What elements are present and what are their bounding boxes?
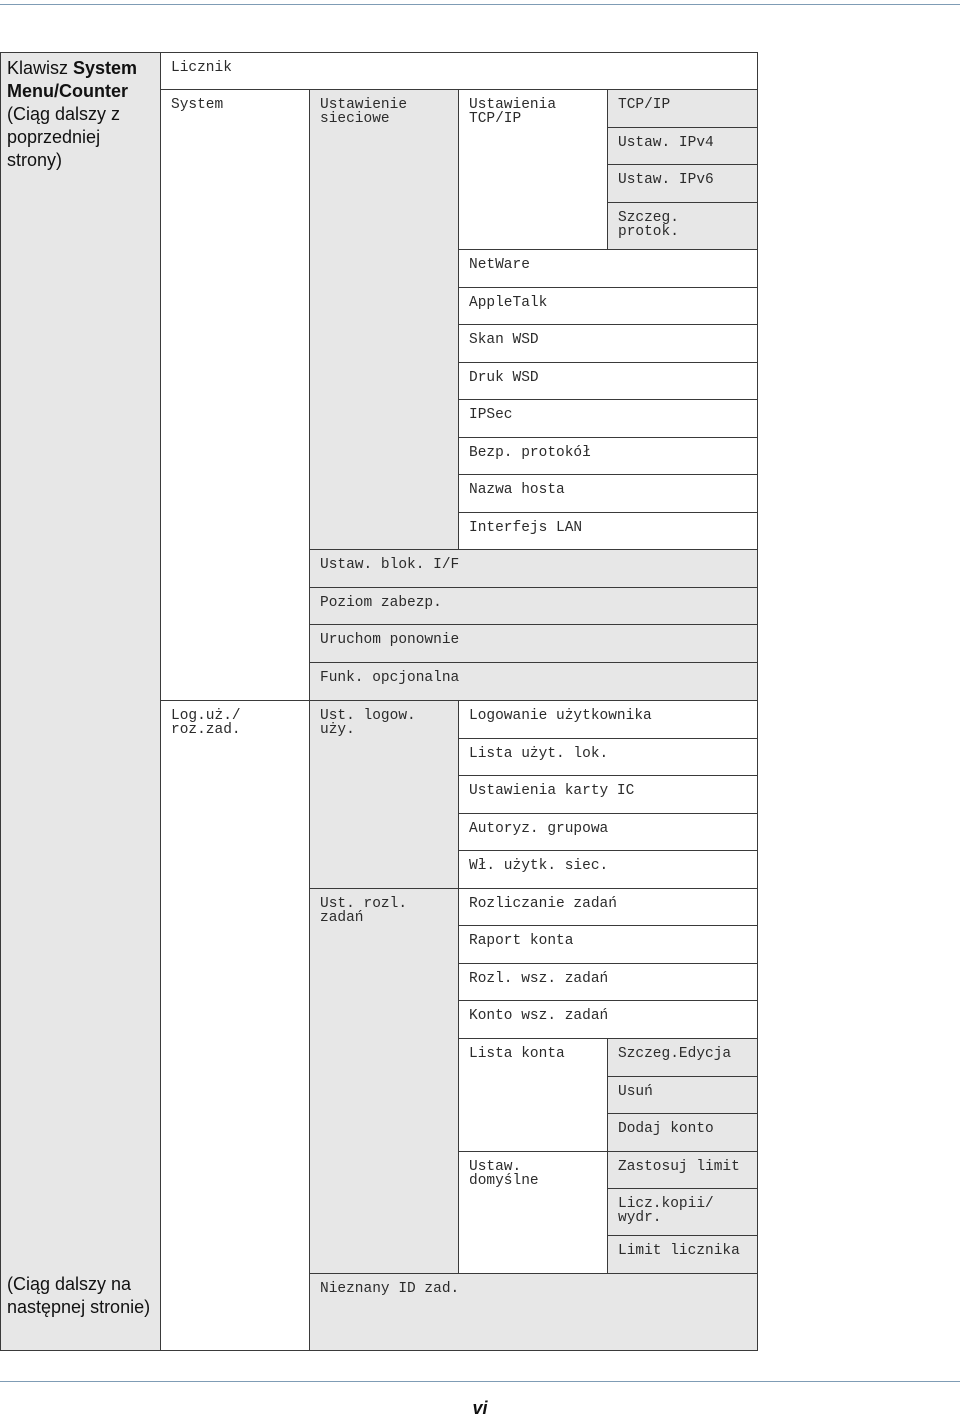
sidebar-continued-on: (Ciąg dalszy na następnej stronie) (7, 1274, 151, 1317)
menu-item-ustawienia-karty-ic: Ustawienia karty IC (459, 776, 758, 814)
menu-item-nazwa-hosta: Nazwa hosta (459, 475, 758, 513)
menu-item-szczeg-protok: Szczeg. protok. (608, 203, 758, 250)
menu-item-netware: NetWare (459, 250, 758, 288)
menu-item-nieznany-id-zad: Nieznany ID zad. (310, 1274, 758, 1351)
menu-item-interfejs-lan: Interfejs LAN (459, 513, 758, 550)
menu-item-lista-konta: Lista konta (459, 1039, 608, 1152)
menu-item-ustaw-ipv6: Ustaw. IPv6 (608, 165, 758, 203)
menu-item-ustawienie-sieciowe: Ustawienie sieciowe (310, 90, 459, 550)
menu-item-ustaw-domyslne: Ustaw. domyślne (459, 1152, 608, 1274)
sidebar-continued-from: Klawisz System Menu/Counter (Ciąg dalszy z poprzedniej strony) (7, 58, 138, 170)
menu-item-lista-uzyt-lok: Lista użyt. lok. (459, 739, 758, 776)
menu-item-konto-wsz-zadan: Konto wsz. zadań (459, 1001, 758, 1039)
menu-item-rozl-wsz-zadan: Rozl. wsz. zadań (459, 964, 758, 1001)
menu-item-rozliczanie-zadan: Rozliczanie zadań (459, 889, 758, 926)
menu-item-ipsec: IPSec (459, 400, 758, 438)
menu-item-szczeg-edycja: Szczeg.Edycja (608, 1039, 758, 1077)
menu-item-uruchom-ponownie: Uruchom ponownie (310, 625, 758, 663)
menu-item-limit-licznika: Limit licznika (608, 1236, 758, 1274)
menu-item-skan-wsd: Skan WSD (459, 325, 758, 363)
menu-item-wl-uzytk-siec: Wł. użytk. siec. (459, 851, 758, 889)
menu-item-funk-opcjonalna: Funk. opcjonalna (310, 663, 758, 701)
menu-item-poziom-zabezp: Poziom zabezp. (310, 588, 758, 625)
menu-item-ustawienia-tcpip: Ustawienia TCP/IP (459, 90, 608, 250)
menu-item-ust-logow-uzy: Ust. logow. uży. (310, 701, 459, 889)
menu-item-tcpip: TCP/IP (608, 90, 758, 128)
page-number: vi (472, 1398, 488, 1418)
menu-item-raport-konta: Raport konta (459, 926, 758, 964)
menu-item-druk-wsd: Druk WSD (459, 363, 758, 400)
menu-item-usun: Usuń (608, 1077, 758, 1114)
menu-item-logowanie-uzytkownika: Logowanie użytkownika (459, 701, 758, 739)
menu-item-appletalk: AppleTalk (459, 288, 758, 325)
menu-item-system: System (161, 90, 310, 701)
menu-item-bezp-protokol: Bezp. protokół (459, 438, 758, 475)
menu-item-ust-rozl-zadan: Ust. rozl. zadań (310, 889, 459, 1274)
menu-item-log-uz-roz-zad: Log.uż./ roz.zad. (161, 701, 310, 1351)
menu-item-ustaw-blok-if: Ustaw. blok. I/F (310, 550, 758, 588)
menu-item-licz-kopii-wydr: Licz.kopii/ wydr. (608, 1189, 758, 1236)
system-menu-counter-key: System Menu/Counter (7, 58, 138, 101)
menu-item-dodaj-konto: Dodaj konto (608, 1114, 758, 1152)
menu-item-autoryz-grupowa: Autoryz. grupowa (459, 814, 758, 851)
sidebar-key-label (1, 53, 161, 1351)
menu-item-licznik: Licznik (161, 53, 758, 90)
menu-item-ustaw-ipv4: Ustaw. IPv4 (608, 128, 758, 165)
menu-item-zastosuj-limit: Zastosuj limit (608, 1152, 758, 1189)
